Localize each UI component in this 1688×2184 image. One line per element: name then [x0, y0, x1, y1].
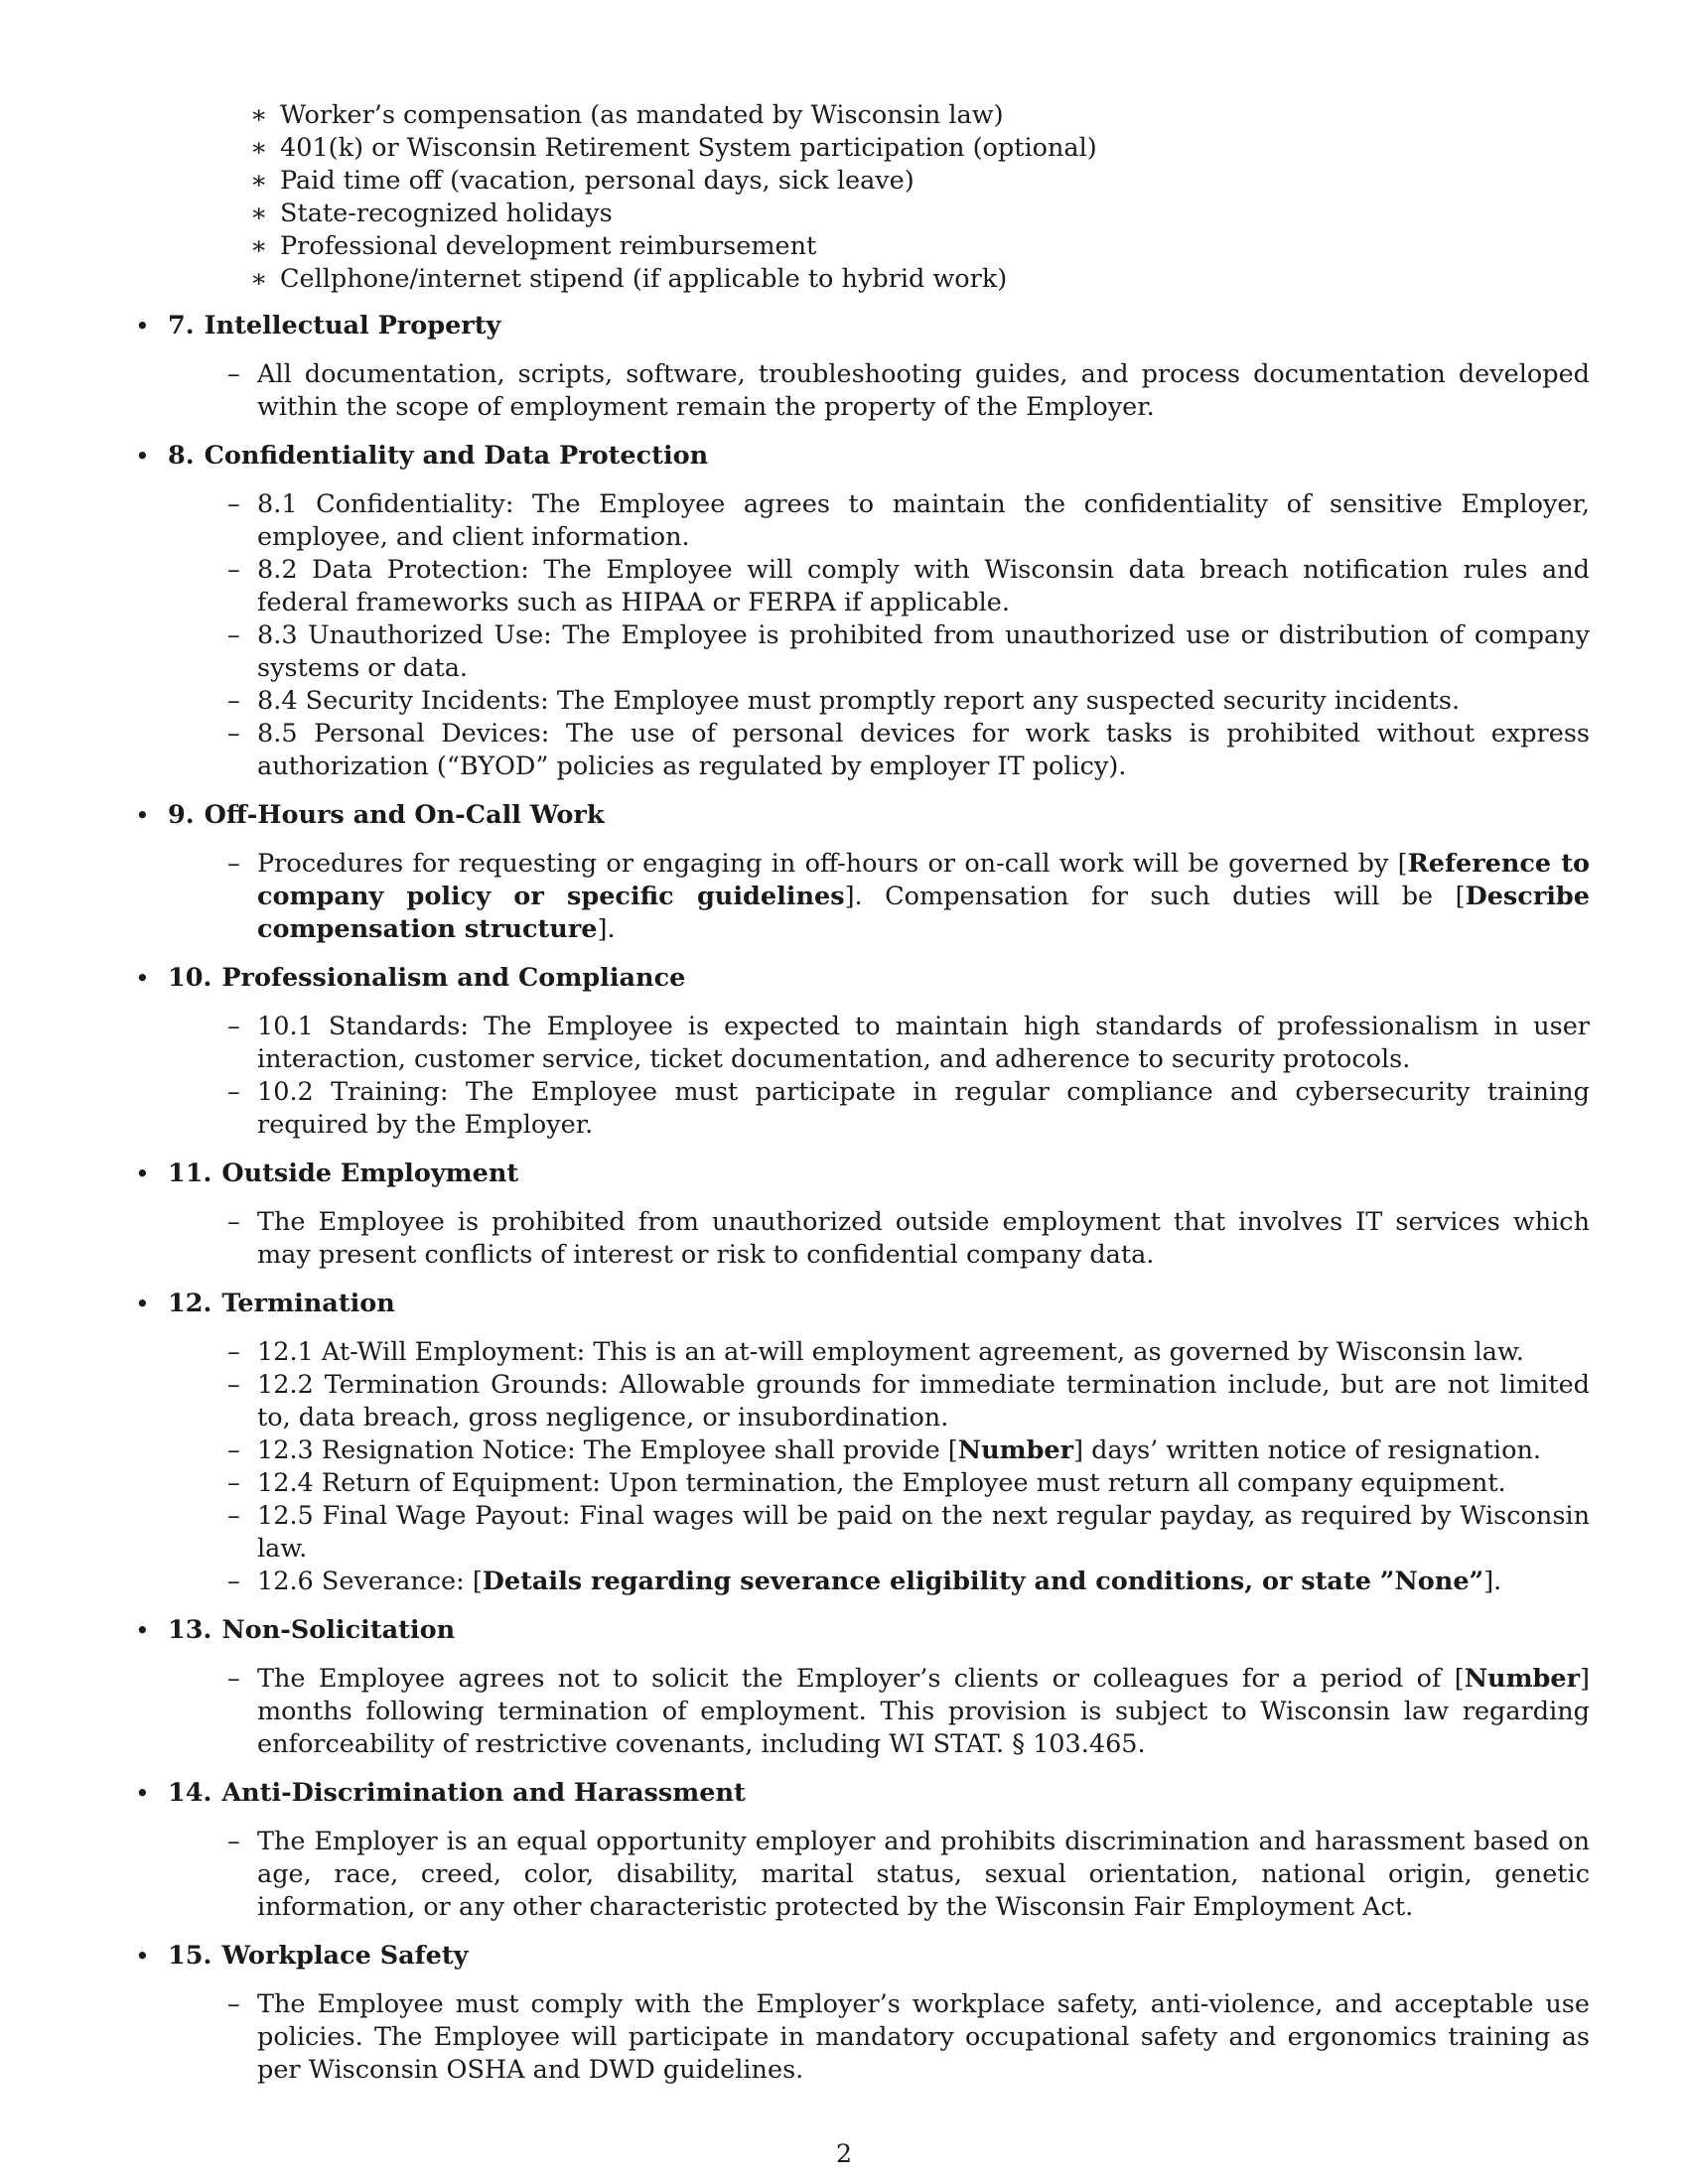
- clause-list: [227, 848, 1590, 946]
- clause-text: ].: [1483, 1567, 1502, 1596]
- clause-text: ] days’ written notice of resignation.: [1073, 1435, 1541, 1465]
- clause-item: [227, 1566, 1590, 1598]
- clause-text: Procedures for requesting or engaging in off-hours or on-call work will be governed by [: [257, 849, 1408, 879]
- benefits-list: [250, 99, 1590, 296]
- clause-text: ]. Compensation for such duties will be [: [844, 882, 1466, 911]
- section-termination: [135, 1288, 1590, 1598]
- clause-item: – The Employee must comply with the Employer’s workplace safety, anti-violence, and acceptable use policies. The Employee will participate in mandatory occupational safety and ergonomics training as per Wisconsin OSHA and DWD guidelines.: [227, 1988, 1590, 2087]
- section-off-hours: [135, 799, 1590, 946]
- section-title: Confidentiality and Data Protection: [204, 441, 709, 471]
- section-heading: [168, 1940, 1590, 1973]
- section-number: 8.: [168, 441, 195, 471]
- section-heading: [168, 962, 1590, 995]
- section-number: 9.: [168, 800, 195, 830]
- clause-item: – 8.2 Data Protection: The Employee will comply with Wisconsin data breach notification rules and federal frameworks such as HIPAA or FERPA if applicable.: [227, 554, 1590, 619]
- clause-text: 12.6 Severance: [: [257, 1567, 483, 1596]
- section-outside-employment: [135, 1158, 1590, 1272]
- sections: [135, 310, 1590, 2087]
- clause-item: – 10.1 Standards: The Employee is expected to maintain high standards of professionalism in user interaction, customer service, ticket documentation, and adherence to security protocols.: [227, 1011, 1590, 1076]
- section-title: Professionalism and Compliance: [221, 963, 686, 993]
- clause-item: – 8.5 Personal Devices: The use of personal devices for work tasks is prohibited without express authorization (“BYOD” policies as regulated by employer IT policy).: [227, 718, 1590, 783]
- clause-item: – All documentation, scripts, software, troubleshooting guides, and process documentation developed within the scope of employment remain the property of the Employer.: [227, 358, 1590, 424]
- section-number: 13.: [168, 1615, 212, 1645]
- clause-item: – 12.1 At-Will Employment: This is an at-will employment agreement, as governed by Wisconsin law.: [227, 1336, 1590, 1369]
- clause-item: – The Employee is prohibited from unauthorized outside employment that involves IT services which may present conflicts of interest or risk to confidential company data.: [227, 1206, 1590, 1272]
- clause-list: [227, 1206, 1590, 1272]
- list-item: ∗ 401(k) or Wisconsin Retirement System participation (optional): [250, 132, 1590, 165]
- clause-item: [227, 1663, 1590, 1761]
- clause-list: [227, 1011, 1590, 1142]
- section-number: 14.: [168, 1778, 212, 1808]
- clause-item: [227, 1434, 1590, 1467]
- section-number: 15.: [168, 1941, 212, 1971]
- section-title: Termination: [221, 1289, 395, 1318]
- section-anti-discrimination: [135, 1777, 1590, 1924]
- section-workplace-safety: [135, 1940, 1590, 2087]
- page-content: [135, 99, 1590, 2103]
- placeholder-field: Number: [957, 1435, 1074, 1465]
- section-intellectual-property: [135, 310, 1590, 424]
- section-heading: [168, 799, 1590, 832]
- clause-text: ].: [597, 914, 616, 944]
- clause-list: [227, 358, 1590, 424]
- clause-list: [227, 488, 1590, 783]
- clause-item: – 12.4 Return of Equipment: Upon termination, the Employee must return all company equipment.: [227, 1467, 1590, 1500]
- section-non-solicitation: [135, 1614, 1590, 1761]
- clause-item: – 12.2 Termination Grounds: Allowable grounds for immediate termination include, but are not limited to, data breach, gross negligence, or insubordination.: [227, 1369, 1590, 1434]
- section-heading: [168, 440, 1590, 473]
- section-heading: [168, 310, 1590, 342]
- section-title: Outside Employment: [221, 1159, 519, 1188]
- placeholder-field: Describe compensation structure: [257, 882, 1590, 944]
- section-professionalism: [135, 962, 1590, 1142]
- section-number: 7.: [168, 311, 195, 341]
- section-number: 12.: [168, 1289, 212, 1318]
- section-title: Intellectual Property: [204, 311, 501, 341]
- clause-item: – 8.3 Unauthorized Use: The Employee is prohibited from unauthorized use or distribution of company systems or data.: [227, 619, 1590, 685]
- section-title: Workplace Safety: [221, 1941, 469, 1971]
- section-heading: [168, 1614, 1590, 1647]
- clause-list: [227, 1988, 1590, 2087]
- list-item: ∗ Cellphone/internet stipend (if applicable to hybrid work): [250, 263, 1590, 296]
- section-title: Off-Hours and On-Call Work: [204, 800, 605, 830]
- clause-text: 12.3 Resignation Notice: The Employee shall provide [: [257, 1435, 958, 1465]
- clause-item: [227, 848, 1590, 946]
- clause-item: – 10.2 Training: The Employee must participate in regular compliance and cybersecurity training required by the Employer.: [227, 1076, 1590, 1142]
- page-number: 2: [835, 2139, 853, 2169]
- section-heading: [168, 1288, 1590, 1320]
- section-number: 10.: [168, 963, 212, 993]
- section-heading: [168, 1158, 1590, 1190]
- list-item: ∗ Paid time off (vacation, personal days, sick leave): [250, 165, 1590, 198]
- clause-item: – 12.5 Final Wage Payout: Final wages will be paid on the next regular payday, as required by Wisconsin law.: [227, 1500, 1590, 1566]
- clause-item: – 8.4 Security Incidents: The Employee must promptly report any suspected security incidents.: [227, 685, 1590, 718]
- section-title: Anti-Discrimination and Harassment: [221, 1778, 746, 1808]
- section-title: Non-Solicitation: [221, 1615, 456, 1645]
- section-heading: [168, 1777, 1590, 1810]
- clause-text: The Employee agrees not to solicit the Employer’s clients or colleagues for a period of [: [257, 1664, 1465, 1694]
- placeholder-field: Number: [1464, 1664, 1581, 1694]
- list-item: ∗ Professional development reimbursement: [250, 230, 1590, 263]
- clause-text: ] months following termination of employment. This provision is subject to Wisconsin law regarding enforceability of restrictive covenants, including WI STAT. § 103.465.: [257, 1664, 1590, 1759]
- placeholder-field: Reference to company policy or specific guidelines: [257, 849, 1590, 911]
- clause-list: [227, 1826, 1590, 1924]
- clause-list: [227, 1336, 1590, 1598]
- clause-item: – 8.1 Confidentiality: The Employee agrees to maintain the confidentiality of sensitive Employer, employee, and client information.: [227, 488, 1590, 554]
- section-confidentiality: [135, 440, 1590, 783]
- placeholder-field: Details regarding severance eligibility and conditions, or state ”None”: [482, 1567, 1484, 1596]
- list-item: ∗ State-recognized holidays: [250, 198, 1590, 230]
- section-number: 11.: [168, 1159, 212, 1188]
- list-item: ∗ Worker’s compensation (as mandated by Wisconsin law): [250, 99, 1590, 132]
- clause-list: [227, 1663, 1590, 1761]
- clause-item: – The Employer is an equal opportunity employer and prohibits discrimination and harassment based on age, race, creed, color, disability, marital status, sexual orientation, national origin, genetic information, or any other characteristic protected by the Wisconsin Fair Employment Act.: [227, 1826, 1590, 1924]
